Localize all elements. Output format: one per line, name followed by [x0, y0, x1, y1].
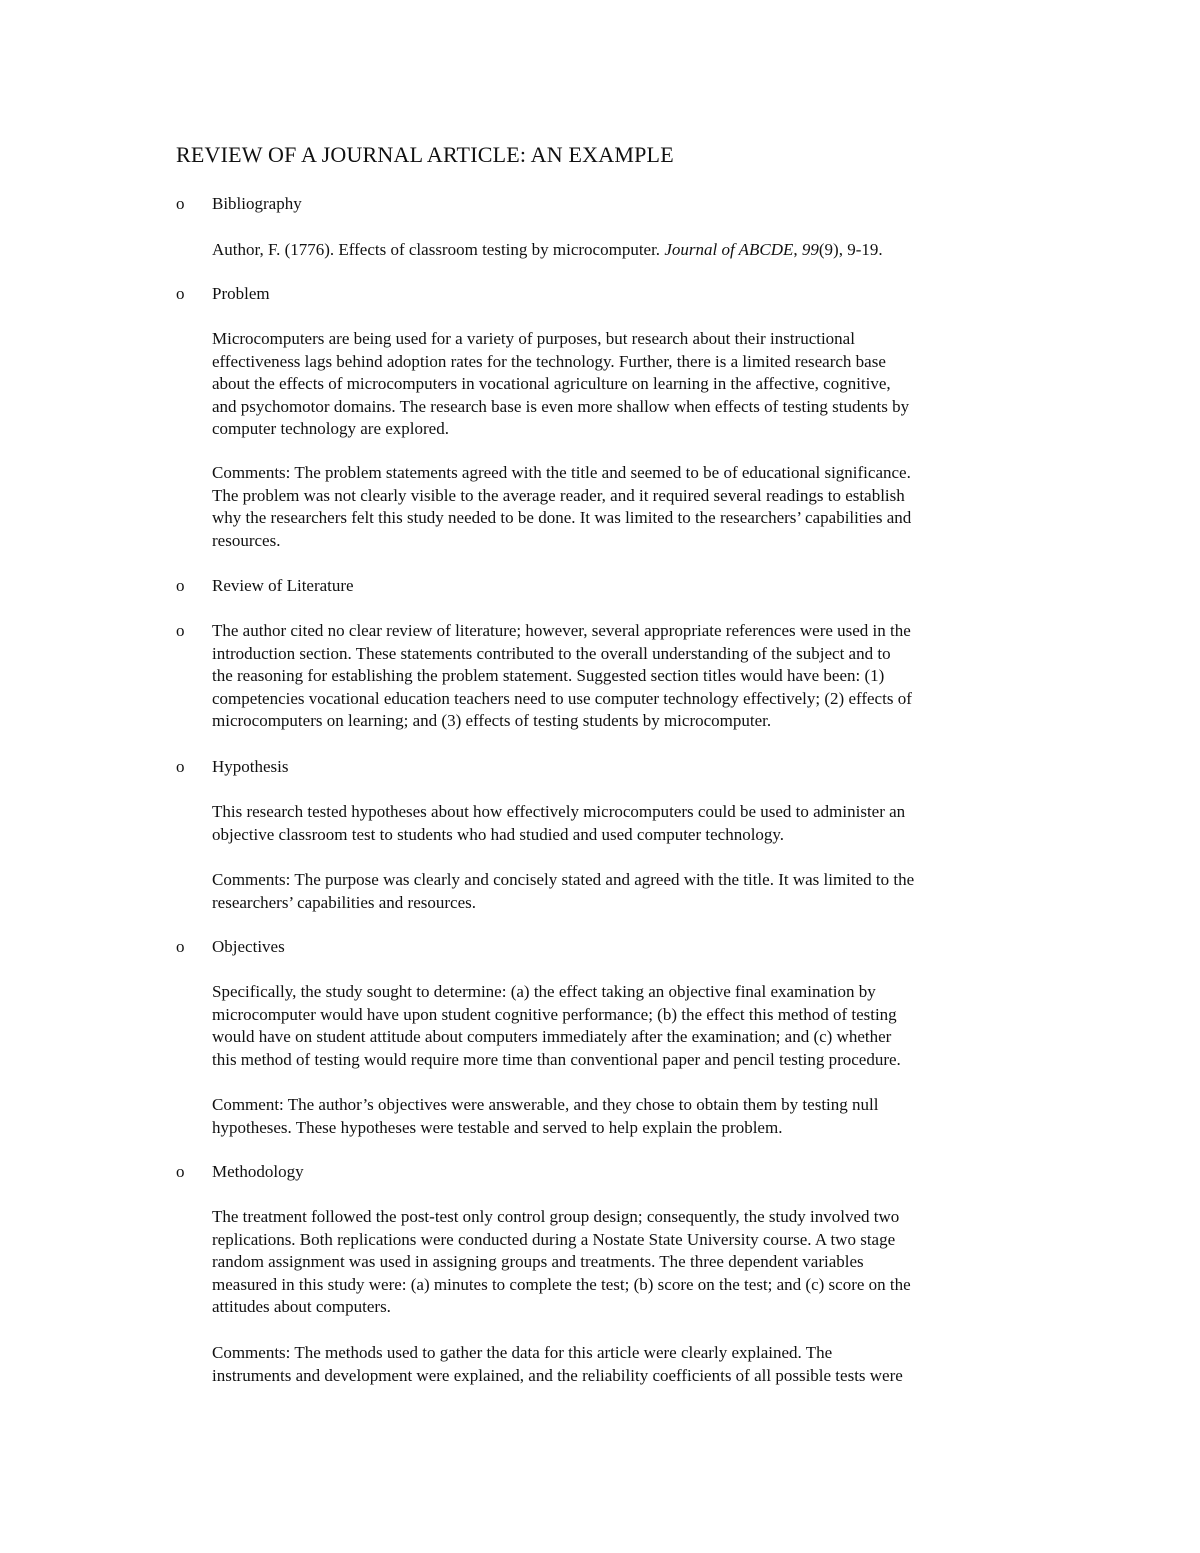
- problem-paragraph: [212, 328, 1032, 441]
- paragraph-line: this method of testing would require more time than conventional paper and pencil testing procedure.: [212, 1049, 901, 1069]
- paragraph-line: instruments and development were explained, and the reliability coefficients of all possible tests were: [212, 1365, 903, 1385]
- problem-comments-paragraph: [212, 462, 1032, 552]
- section-heading-objectives: Objectives: [212, 937, 285, 956]
- objectives-paragraph: [212, 981, 1032, 1071]
- section-heading-bibliography: Bibliography: [212, 194, 302, 213]
- paragraph-line: The treatment followed the post-test only control group design; consequently, the study involved two: [212, 1207, 900, 1226]
- citation-issue-pages: (9), 9-19.: [818, 240, 883, 259]
- paragraph-line: measured in this study were: (a) minutes to complete the test; (b) score on the test; and (c) score on the: [212, 1274, 911, 1294]
- methodology-paragraph: [212, 1206, 1032, 1319]
- bibliography-citation: [212, 239, 883, 262]
- paragraph-line: about the effects of microcomputers in vocational agriculture on learning in the affective, cognitive,: [212, 374, 891, 394]
- hypothesis-paragraph: [212, 801, 1032, 846]
- literature-paragraph: [212, 620, 1032, 733]
- hypothesis-comments-paragraph: [212, 869, 1032, 914]
- paragraph-line: researchers’ capabilities and resources.: [212, 892, 476, 912]
- paragraph-line: introduction section. These statements contributed to the overall understanding of the subject and to: [212, 643, 891, 663]
- citation-separator: ,: [793, 240, 802, 259]
- citation-text: Author, F. (1776). Effects of classroom testing by microcomputer.: [212, 240, 665, 259]
- paragraph-line: objective classroom test to students who had studied and used computer technology.: [212, 824, 785, 844]
- bullet-marker: o: [176, 621, 185, 640]
- paragraph-line: the reasoning for establishing the problem statement. Suggested section titles would have been: (1): [212, 666, 885, 686]
- paragraph-line: computer technology are explored.: [212, 419, 449, 439]
- bullet-marker: o: [176, 1162, 185, 1181]
- section-heading-methodology: Methodology: [212, 1162, 304, 1181]
- paragraph-line: and psychomotor domains. The research base is even more shallow when effects of testing students by: [212, 396, 910, 416]
- paragraph-line: Comments: The purpose was clearly and concisely stated and agreed with the title. It was limited to the: [212, 870, 915, 889]
- paragraph-line: Comment: The author’s objectives were answerable, and they chose to obtain them by testing null: [212, 1095, 879, 1114]
- paragraph-line: This research tested hypotheses about how effectively microcomputers could be used to administer an: [212, 802, 906, 821]
- journal-volume: 99: [801, 240, 819, 259]
- paragraph-line: hypotheses. These hypotheses were testable and served to help explain the problem.: [212, 1117, 783, 1137]
- bullet-marker: o: [176, 194, 185, 213]
- paragraph-line: Microcomputers are being used for a variety of purposes, but research about their instructional: [212, 329, 855, 348]
- paragraph-line: random assignment was used in assigning groups and treatments. The three dependent variables: [212, 1252, 864, 1272]
- methodology-comments-paragraph: [212, 1342, 1032, 1387]
- paragraph-line: resources.: [212, 530, 281, 550]
- journal-name: Journal of ABCDE: [664, 240, 794, 259]
- paragraph-line: replications. Both replications were conducted during a Nostate State University course. A two stage: [212, 1229, 896, 1249]
- section-heading-hypothesis: Hypothesis: [212, 757, 289, 776]
- objectives-comment-paragraph: [212, 1094, 1032, 1139]
- paragraph-line: Specifically, the study sought to determine: (a) the effect taking an objective final examination by: [212, 982, 876, 1001]
- bullet-marker: o: [176, 757, 185, 776]
- paragraph-line: would have on student attitude about computers immediately after the examination; and (c) whether: [212, 1027, 892, 1047]
- section-heading-problem: Problem: [212, 284, 270, 303]
- document-title: REVIEW OF A JOURNAL ARTICLE: AN EXAMPLE: [176, 142, 674, 167]
- paragraph-line: attitudes about computers.: [212, 1297, 391, 1317]
- paragraph-line: Comments: The problem statements agreed with the title and seemed to be of educational significance.: [212, 463, 911, 482]
- paragraph-line: The author cited no clear review of literature; however, several appropriate references were used in the: [212, 621, 911, 640]
- paragraph-line: why the researchers felt this study needed to be done. It was limited to the researchers’ capabilities and: [212, 508, 912, 528]
- bullet-marker: o: [176, 284, 185, 303]
- section-heading-literature: Review of Literature: [212, 576, 354, 595]
- paragraph-line: microcomputer would have upon student cognitive performance; (b) the effect this method of testing: [212, 1004, 897, 1024]
- bullet-marker: o: [176, 576, 185, 595]
- paragraph-line: effectiveness lags behind adoption rates for the technology. Further, there is a limited research base: [212, 351, 886, 371]
- paragraph-line: competencies vocational education teachers need to use computer technology effectively; (2) effects of: [212, 688, 912, 708]
- paragraph-line: microcomputers on learning; and (3) effects of testing students by microcomputer.: [212, 711, 772, 731]
- paragraph-line: Comments: The methods used to gather the data for this article were clearly explained. The: [212, 1343, 833, 1362]
- bullet-marker: o: [176, 937, 185, 956]
- paragraph-line: The problem was not clearly visible to the average reader, and it required several readings to establish: [212, 485, 905, 505]
